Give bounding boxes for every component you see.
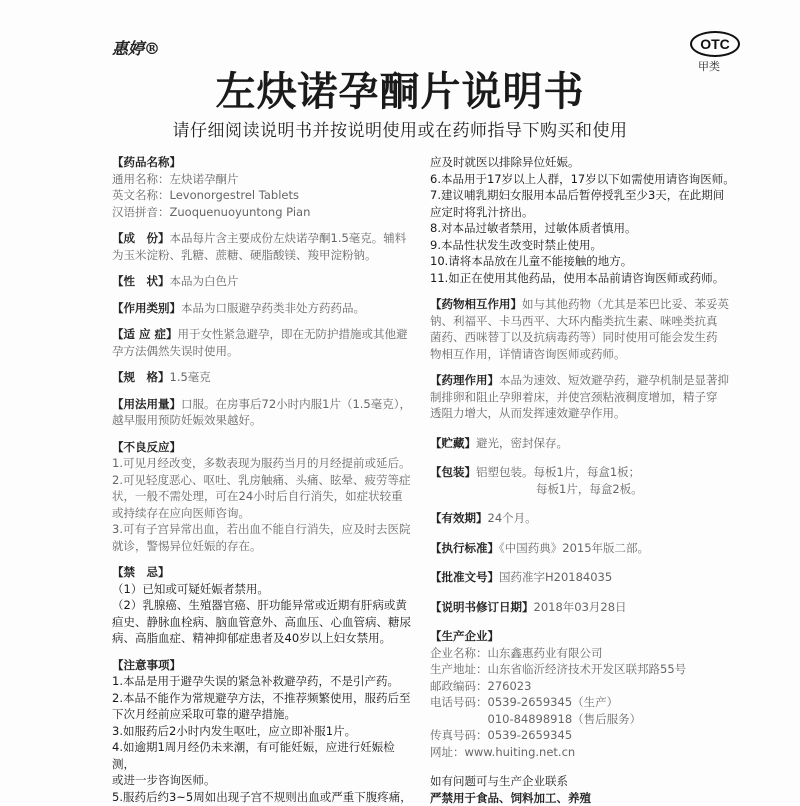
section-packaging: 【包装】铝塑包装。每板1片，每盒1板； 每板1片，每盒2板。 <box>430 464 742 497</box>
section-indication: 【适 应 症】用于女性紧急避孕，即在无防护措施或其他避 孕方法偶然失误时使用。 <box>112 326 412 359</box>
section-adverse: 【不良反应】 1.可见月经改变，多数表现为服药当月的月经提前或延后。 2.可见轻度恶心、呕吐、乳房触痛、头痛、眩晕、疲劳等症 状，一般不需处理，可在24小时后自行消失，如症状较重 或持续存在应向医师咨询。 3.可有子宫异常出血，若出血不能自行消失，应及时去医院 就诊，警惕异位妊娠的存在。 <box>112 439 412 555</box>
section-interactions: 【药物相互作用】如与其他药物（尤其是苯巴比妥、苯妥英 钠、利福平、卡马西平、大环内酯类抗生素、咪唑类抗真 菌药、西咪替丁以及抗病毒药等）同时使用可能会发生药 物相互作用，详情请咨询医师或药师。 <box>430 296 742 362</box>
left-column <box>112 150 412 805</box>
section-spec: 【规 格】1.5毫克 <box>112 369 412 386</box>
section-footer <box>430 773 742 806</box>
document-subtitle: 请仔细阅读说明书并按说明使用或在药师指导下购买和使用 <box>0 116 800 141</box>
section-standard: 【执行标准】《中国药典》2015年版二部。 <box>430 540 742 557</box>
footer-warning: 严禁用于食品、饲料加工、养殖 <box>430 790 742 806</box>
brand-logo: 惠婷® <box>112 36 160 59</box>
footer-contact: 如有问题可与生产企业联系 <box>430 773 742 790</box>
section-precautions-cont: 应及时就医以排除异位妊娠。 6.本品用于17岁以上人群，17岁以下如需使用请咨询医师。 7.建议哺乳期妇女服用本品后暂停授乳至少3天，在此期间 应定时将乳汁挤出。 8.对本品过敏者禁用，过敏体质者慎用。 9.本品性状发生改变时禁止使用。 10.请将本品放在儿童不能接触的地方。 11.如正在使用其他药品，使用本品前请咨询医师或药师。 <box>430 154 742 286</box>
section-pharmacology: 【药理作用】本品为速效、短效避孕药，避孕机制是显著抑 制排卵和阻止孕卵着床，并使宫颈粘液稠度增加，精子穿 透阻力增大，从而发挥速效避孕作用。 <box>430 372 742 422</box>
section-manufacturer: 【生产企业】 企业名称：山东鑫惠药业有限公司 生产地址：山东省临沂经济技术开发区联邦路55号 邮政编码：276023 电话号码：0539-2659345（生产） 010-84898918（售后服务） 传真号码：0539-2659345 网址：www.huiting.net.cn <box>430 628 742 760</box>
section-validity: 【有效期】24个月。 <box>430 510 742 527</box>
otc-badge: OTC <box>690 31 740 57</box>
section-ingredients: 【成 份】本品每片含主要成份左炔诺孕酮1.5毫克。辅料 为玉米淀粉、乳糖、蔗糖、硬脂酸镁、羧甲淀粉钠。 <box>112 230 412 263</box>
section-category: 【作用类别】本品为口服避孕药类非处方药药品。 <box>112 300 412 317</box>
document-title: 左炔诺孕酮片说明书 <box>0 60 800 117</box>
otc-category: 甲类 <box>698 58 720 74</box>
section-revision-date: 【说明书修订日期】2018年03月28日 <box>430 599 742 616</box>
section-usage: 【用法用量】口服。在房事后72小时内服1片（1.5毫克）， 越早服用预防妊娠效果越好。 <box>112 396 412 429</box>
right-column <box>430 150 742 806</box>
section-drug-name: 【药品名称】 通用名称：左炔诺孕酮片 英文名称：Levonorgestrel Tablets 汉语拼音：Zuoquenuoyuntong Pian <box>112 154 412 220</box>
section-storage: 【贮藏】避光，密封保存。 <box>430 435 742 452</box>
section-precautions: 【注意事项】 1.本品是用于避孕失误的紧急补救避孕药，不是引产药。 2.本品不能作为常规避孕方法，不推荐频繁使用，服药后至 下次月经前应采取可靠的避孕措施。 3.如服药后2小时内发生呕吐，应立即补服1片。 4.如逾期1周月经仍未来潮，有可能妊娠，应进行妊娠检测， 或进一步咨询医师。 5.服药后约3~5周如出现子宫不规则出血或严重下腹疼痛， <box>112 657 412 806</box>
section-contraindications: 【禁 忌】 （1）已知或可疑妊娠者禁用。 （2）乳腺癌、生殖器官癌、肝功能异常或近期有肝病或黄 疸史、静脉血栓病、脑血管意外、高血压、心血管病、糖尿 病、高脂血症、精神抑郁症患者及40岁以上妇女禁用。 <box>112 564 412 647</box>
section-character: 【性 状】本品为白色片 <box>112 273 412 290</box>
section-approval: 【批准文号】国药准字H20184035 <box>430 569 742 586</box>
